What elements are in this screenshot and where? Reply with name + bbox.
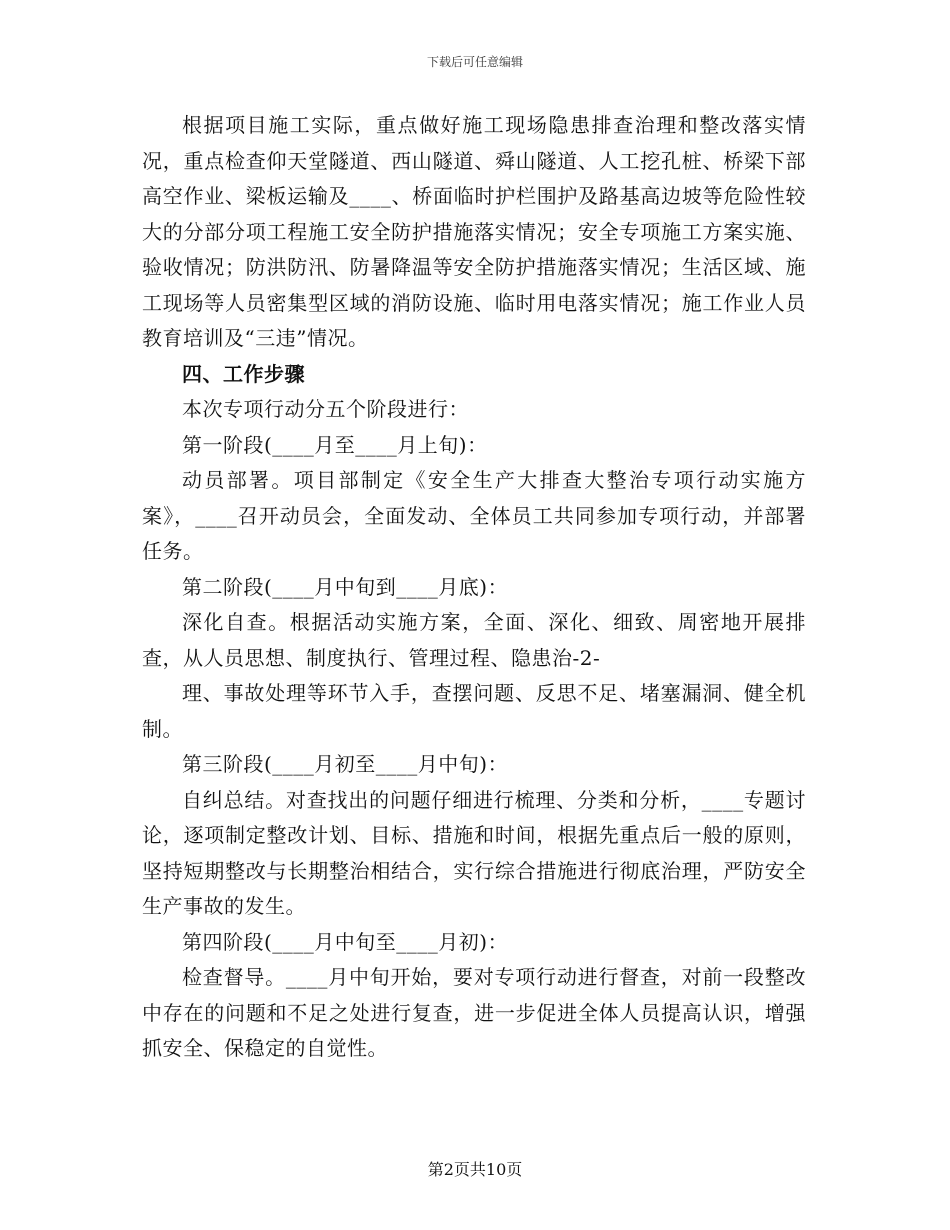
- section-heading-work-steps: 四、工作步骤: [182, 361, 305, 386]
- page-number: 第2页共10页: [427, 1160, 523, 1179]
- stage-three-title: 第三阶段(____月初至____月中旬)：: [182, 752, 509, 776]
- stage-two-title: 第二阶段(____月中旬到____月底)：: [182, 574, 509, 599]
- stage-two-text-continued: 理、事故处理等环节入手，查摆问题、反思不足、堵塞漏洞、健全机制。: [142, 681, 806, 741]
- paragraph-inspection-focus: 根据项目施工实际，重点做好施工现场隐患排查治理和整改落实情况，重点检查仰天堂隧道、西山隧道、舜山隧道、人工挖孔桩、桥梁下部高空作业、梁板运输及____、桥面临时护栏围护及路基高边坡等危险性较大的分部分项工程施工安全防护措施落实情况；安全专项施工方案实施、验收情况；防洪防汛、防暑降温等安全防护措施落实情况；生活区域、施工现场等人员密集型区域的消防设施、临时用电落实情况；施工作业人员教育培训及“三违”情况。: [142, 113, 806, 350]
- paragraph-stages-intro: 本次专项行动分五个阶段进行：: [182, 397, 469, 421]
- document-body: [142, 108, 806, 1067]
- stage-two-text: 深化自查。根据活动实施方案，全面、深化、细致、周密地开展排查，从人员思想、制度执行、管理过程、隐患治-2-: [142, 610, 806, 670]
- stage-one-text: 动员部署。项目部制定《安全生产大排查大整治专项行动实施方案》，____召开动员会，全面发动、全体员工共同参加专项行动，并部署任务。: [142, 468, 806, 563]
- stage-one-title: 第一阶段(____月至____月上旬)：: [182, 432, 488, 457]
- stage-three-text: 自纠总结。对查找出的问题仔细进行梳理、分类和分析，____专题讨论，逐项制定整改计划、目标、措施和时间，根据先重点后一般的原则，坚持短期整改与长期整治相结合，实行综合措施进行彻底治理，严防安全生产事故的发生。: [142, 787, 806, 918]
- header-note: 下载后可任意编辑: [426, 55, 523, 69]
- stage-four-title: 第四阶段(____月中旬至____月初)：: [182, 929, 509, 954]
- stage-four-text: 检查督导。____月中旬开始，要对专项行动进行督查，对前一段整改中存在的问题和不足之处进行复查，进一步促进全体人员提高认识，增强抓安全、保稳定的自觉性。: [142, 965, 806, 1060]
